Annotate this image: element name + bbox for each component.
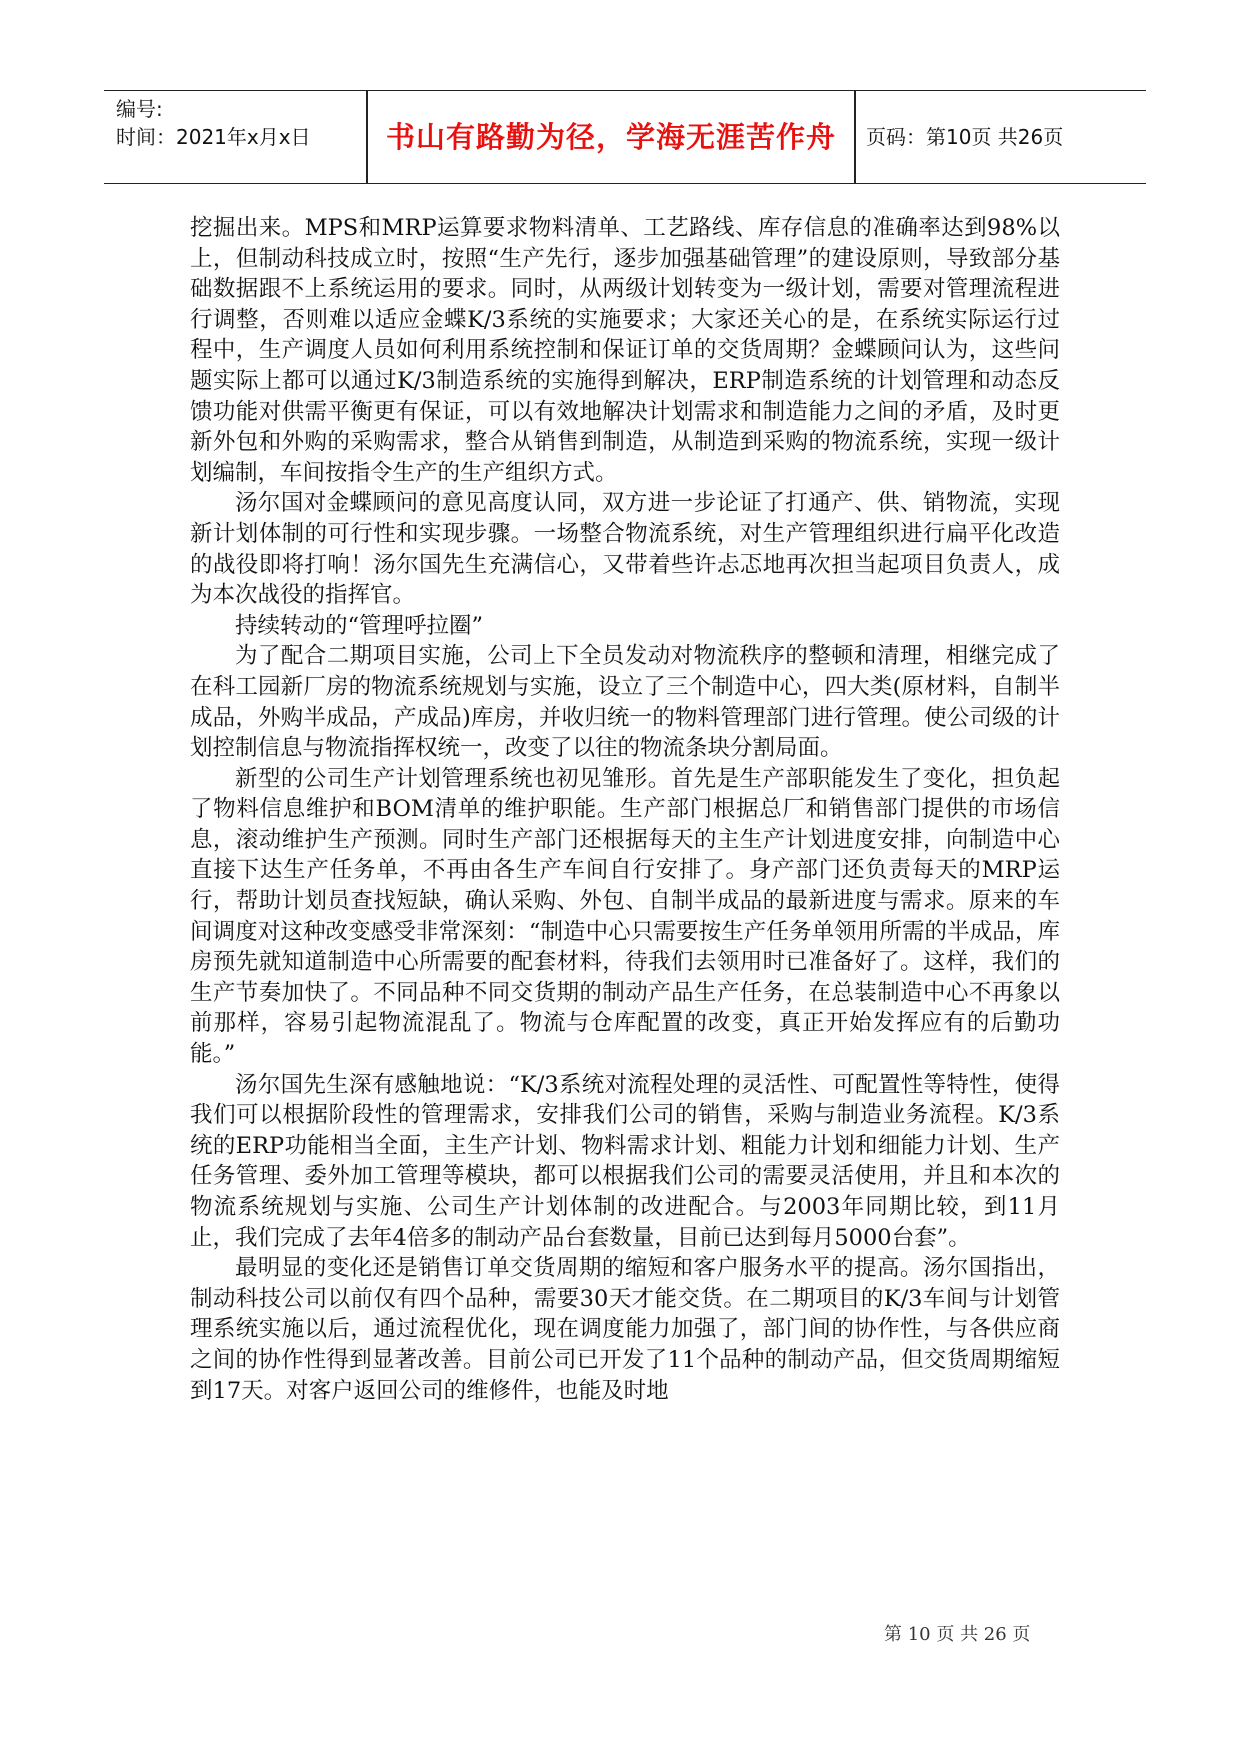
body-paragraph: 新型的公司生产计划管理系统也初见雏形。首先是生产部职能发生了变化，担负起了物料信息维护和BOM清单的维护职能。生产部门根据总厂和销售部门提供的市场信息，滚动维护生产预测。同时生产部门还根据每天的主生产计划进度安排，向制造中心直接下达生产任务单，不再由各生产车间自行安排了。身产部门还负责每天的MRP运行，帮助计划员查找短缺，确认采购、外包、自制半成品的最新进度与需求。原来的车间调度对这种改变感受非常深刻：“制造中心只需要按生产任务单领用所需的半成品，库房预先就知道制造中心所需要的配套材料，待我们去领用时已准备好了。这样，我们的生产节奏加快了。不同品种不同交货期的制动产品生产任务，在总装制造中心不再象以前那样，容易引起物流混乱了。物流与仓库配置的改变，真正开始发挥应有的后勤功能。”: [190, 765, 1060, 1068]
body-paragraph: 挖掘出来。MPS和MRP运算要求物料清单、工艺路线、库存信息的准确率达到98%以上，但制动科技成立时，按照“生产先行，逐步加强基础管理”的建设原则，导致部分基础数据跟不上系统运用的要求。同时，从两级计划转变为一级计划，需要对管理流程进行调整，否则难以适应金蝶K/3系统的实施要求；大家还关心的是，在系统实际运行过程中，生产调度人员如何利用系统控制和保证订单的交货周期？金蝶顾问认为，这些问题实际上都可以通过K/3制造系统的实施得到解决，ERP制造系统的计划管理和动态反馈功能对供需平衡更有保证，可以有效地解决计划需求和制造能力之间的矛盾，及时更新外包和外购的采购需求，整合从销售到制造，从制造到采购的物流系统，实现一级计划编制，车间按指令生产的生产组织方式。: [190, 215, 1060, 486]
document-number-label: 编号:: [116, 97, 163, 121]
page-header: [104, 90, 1146, 184]
header-divider-right: [854, 91, 856, 183]
document-body: [190, 213, 1060, 1406]
header-meta: [116, 95, 366, 151]
body-paragraph: 最明显的变化还是销售订单交货周期的缩短和客户服务水平的提高。汤尔国指出，制动科技公司以前仅有四个品种，需要30天才能交货。在二期项目的K/3车间与计划管理系统实施以后，通过流程优化，现在调度能力加强了，部门间的协作性，与各供应商之间的协作性得到显著改善。目前公司已开发了11个品种的制动产品，但交货周期缩短到17天。对客户返回公司的维修件，也能及时地: [190, 1255, 1060, 1404]
body-paragraph: 汤尔国对金蝶顾问的意见高度认同，双方进一步论证了打通产、供、销物流，实现新计划体制的可行性和实现步骤。一场整合物流系统，对生产管理组织进行扁平化改造的战役即将打响！汤尔国先生充满信心，又带着些许忐忑地再次担当起项目负责人，成为本次战役的指挥官。: [190, 490, 1060, 609]
page-footer: 第 10 页 共 26 页: [884, 1624, 1031, 1645]
body-paragraph: 汤尔国先生深有感触地说：“K/3系统对流程处理的灵活性、可配置性等特性，使得我们可以根据阶段性的管理需求，安排我们公司的销售，采购与制造业务流程。K/3系统的ERP功能相当全面，主生产计划、物料需求计划、粗能力计划和细能力计划、生产任务管理、委外加工管理等模块，都可以根据我们公司的需要灵活使用，并且和本次的物流系统规划与实施、公司生产计划体制的改进配合。与2003年同期比较，到11月止，我们完成了去年4倍多的制动产品台套数量，目前已达到每月5000台套”。: [190, 1071, 1060, 1251]
header-page-info: 页码：第10页 共26页: [866, 125, 1064, 149]
section-heading: 持续转动的“管理呼拉圈”: [235, 612, 484, 639]
header-motto: 书山有路勤为径，学海无涯苦作舟: [385, 120, 836, 154]
document-time-label: 时间：2021年x月x日: [116, 125, 311, 149]
body-paragraph: 为了配合二期项目实施，公司上下全员发动对物流秩序的整顿和清理，相继完成了在科工园新厂房的物流系统规划与实施，设立了三个制造中心，四大类(原材料，自制半成品，外购半成品，产成品)库房，并收归统一的物料管理部门进行管理。使公司级的计划控制信息与物流指挥权统一，改变了以往的物流条块分割局面。: [190, 643, 1060, 762]
